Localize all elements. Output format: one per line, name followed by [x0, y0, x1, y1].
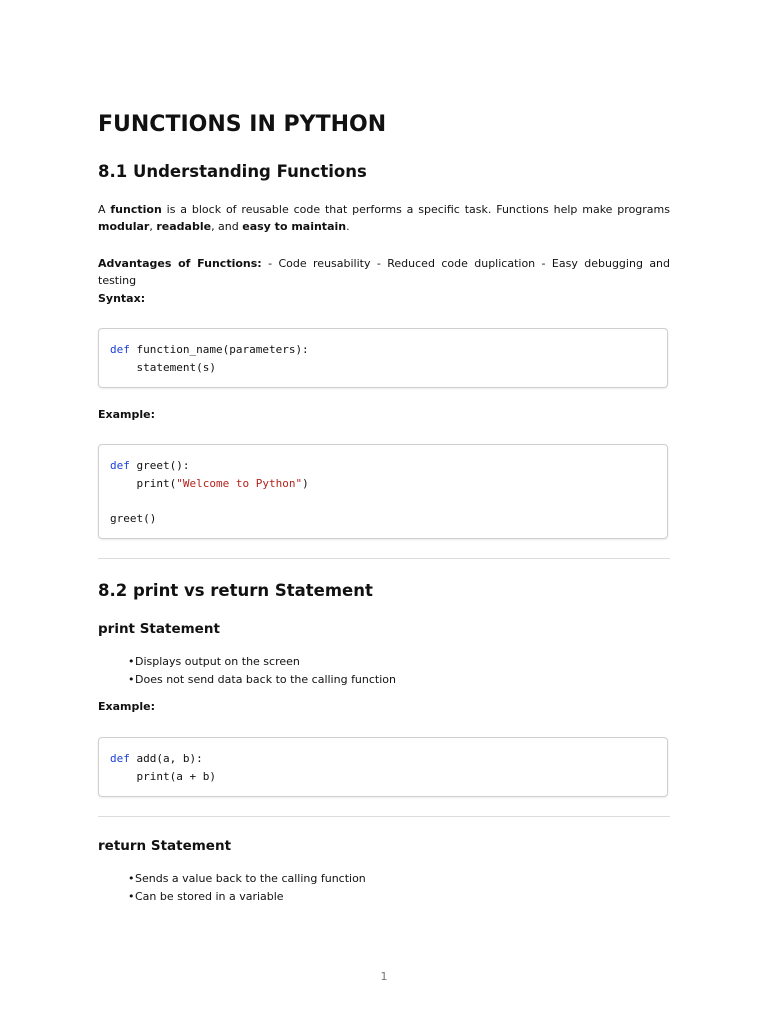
print-example-code-block — [98, 737, 668, 797]
bullet-icon: • — [128, 872, 135, 885]
list-item-text: Displays output on the screen — [135, 655, 300, 668]
code-text: ) — [302, 476, 309, 490]
list-item — [128, 888, 366, 906]
code-line — [110, 750, 656, 768]
intro-text-5: . — [346, 220, 350, 233]
advantages-text: - Code reusability - Reduced code duplication - Easy debugging and testing — [98, 257, 671, 287]
intro-text-3: , — [149, 220, 157, 233]
subsection-divider — [98, 816, 670, 817]
section-heading-understanding-functions: 8.1 Understanding Functions — [98, 162, 367, 181]
syntax-code-block — [98, 328, 668, 388]
code-string: "Welcome to Python" — [176, 476, 303, 490]
code-text: add(a, b): — [129, 752, 203, 765]
code-text: print( — [110, 476, 177, 490]
intro-text-2: is a block of reusable code that performs a specific task. Functions help make programs — [161, 203, 670, 216]
intro-text-1: A — [98, 203, 111, 216]
code-keyword: def — [110, 752, 130, 765]
list-item — [128, 870, 366, 888]
page-number: 1 — [380, 970, 388, 983]
list-item — [128, 671, 396, 689]
code-line: greet() — [110, 511, 157, 525]
code-line — [110, 457, 656, 475]
bullet-icon: • — [128, 890, 135, 903]
section-divider — [98, 558, 670, 559]
advantages-paragraph — [98, 255, 670, 289]
code-line — [110, 475, 656, 493]
intro-text-4: , and — [211, 220, 243, 233]
code-keyword: def — [110, 343, 130, 356]
example-code-block — [98, 444, 668, 539]
code-text: function_name(parameters): — [129, 343, 309, 356]
list-item-text: Sends a value back to the calling function — [135, 872, 366, 885]
intro-paragraph — [98, 201, 670, 235]
example-label: Example: — [98, 408, 155, 421]
intro-bold-easy-to-maintain: easy to maintain — [242, 220, 347, 233]
subheading-return-statement: return Statement — [98, 838, 232, 854]
code-line — [110, 341, 656, 359]
intro-bold-function: function — [110, 203, 162, 216]
print-bullet-list — [128, 653, 396, 689]
page-title: FUNCTIONS IN PYTHON — [98, 112, 387, 137]
code-text: greet(): — [129, 459, 190, 472]
intro-bold-modular: modular — [98, 220, 150, 233]
return-bullet-list — [128, 870, 366, 906]
bullet-icon: • — [128, 673, 135, 686]
advantages-label: Advantages of Functions: — [98, 257, 262, 270]
code-keyword: def — [110, 459, 130, 472]
list-item — [128, 653, 396, 671]
code-blank-line — [110, 492, 656, 510]
syntax-label: Syntax: — [98, 292, 146, 305]
list-item-text: Does not send data back to the calling function — [135, 673, 396, 686]
code-line: print(a + b) — [110, 769, 216, 783]
code-line: statement(s) — [110, 360, 216, 374]
bullet-icon: • — [128, 655, 135, 668]
example-label: Example: — [98, 700, 155, 713]
list-item-text: Can be stored in a variable — [135, 890, 284, 903]
intro-bold-readable: readable — [156, 220, 212, 233]
subheading-print-statement: print Statement — [98, 621, 220, 637]
section-heading-print-vs-return: 8.2 print vs return Statement — [98, 581, 373, 600]
